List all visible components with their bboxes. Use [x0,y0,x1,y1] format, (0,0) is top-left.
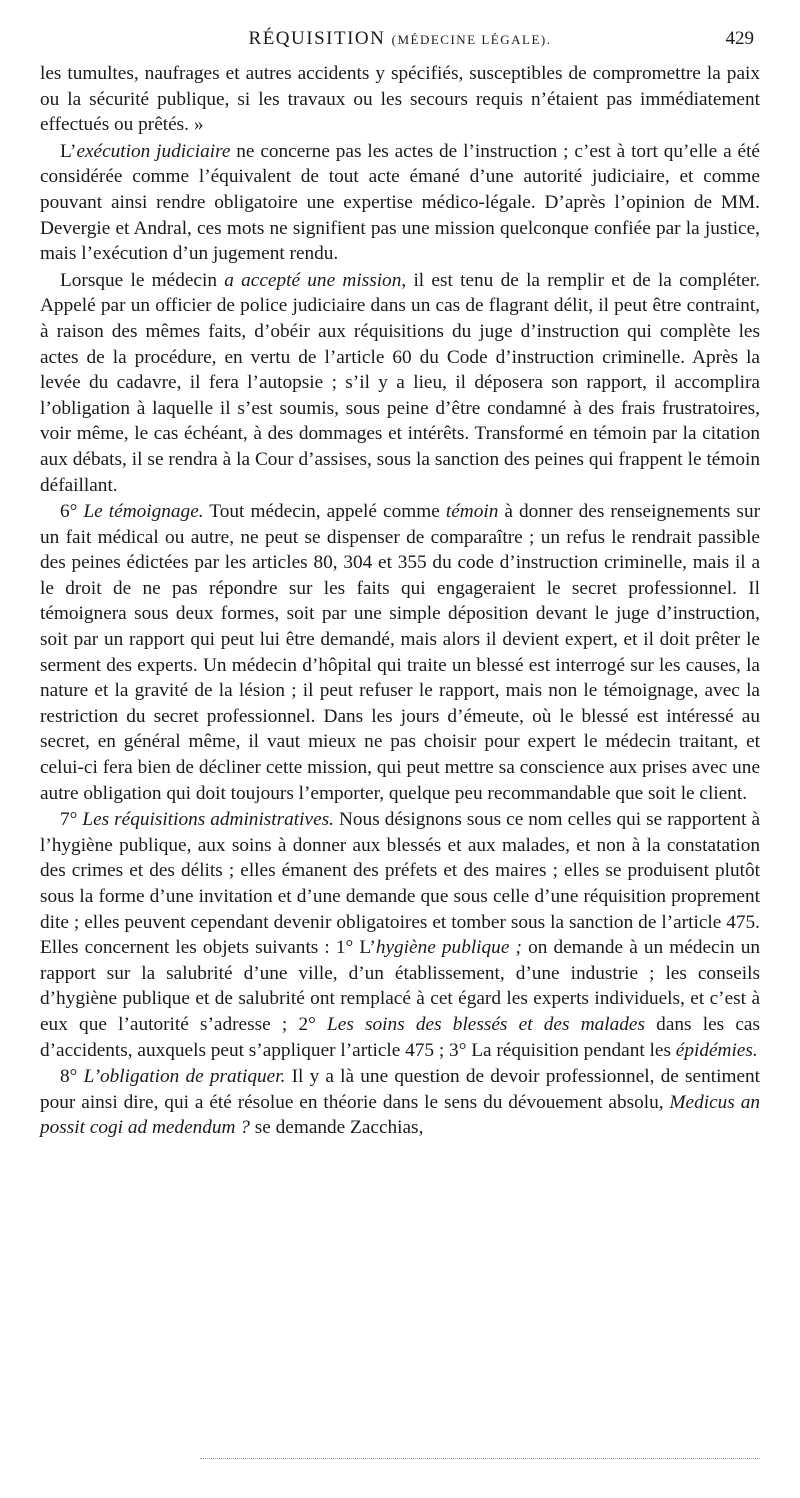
text-segment: dans les cas d’accidents, auxquels peut s’appliquer l’article 475 ; 3° La réquisition pendant les [40,1013,760,1061]
italic-text: Medicus an possit cogi ad medendum ? [40,1091,760,1139]
text-segment: 6° [60,501,84,523]
italic-text: épidémies. [675,1039,758,1061]
paragraph [40,1064,760,1141]
running-title-main: RÉQUISITION [248,28,386,49]
text-segment: L’ [60,140,77,162]
text-segment: ne concerne pas les actes de l’instruction ; c’est à tort qu’elle a été considérée comme l’équivalent de tout acte émané d’une autorité judiciaire, et comme pouvant ainsi rendre obligatoire une expertise médico-légale. D’après l’opinion de MM. Devergie et Andral, ces mots ne signifient pas une mission quelconque confiée par la justice, mais l’exécution d’un jugement rendu. [40,140,760,265]
text-segment: se demande Zacchias, [249,1117,424,1139]
text-segment: Il y a là une question de devoir professionnel, de sentiment pour ainsi dire, qui a été résolue en théorie dans le sens du dévouement absolu, [40,1066,760,1113]
body-text [40,61,760,1141]
italic-text: a accepté une mission [224,269,402,291]
footer-print-artifact [200,1458,760,1469]
text-segment: à donner des renseignements sur un fait médical ou autre, ne peut se dispenser de comparaître ; un refus le rendrait passible des peines édictées par les articles 80, 304 et 355 du code d’instruction criminelle, mais il a le droit de ne pas répondre sur les faits qui engageraient le secret professionnel. Il témoignera sous deux formes, soit par une simple déposition devant le juge d’instruction, soit par un rapport qui peut lui être demandé, mais alors il devient expert, et il doit prêter le serment des experts. Un médecin d’hôpital qui traite un blessé est interrogé sur les causes, la nature et la gravité de la lésion ; il peut refuser le rapport, mais non le témoignage, avec la restriction du secret professionnel. Dans les jours d’émeute, où le blessé est intéressé au secret, en général même, il vaut mieux ne pas choisir pour expert le médecin traitant, et celui-ci fera bien de décliner cette mission, qui peut mettre sa conscience aux prises avec une autre obligation qui doit toujours l’emporter, quelque peu recommandable que soit le client. [40,501,761,804]
text-segment: Lorsque le médecin [60,269,225,291]
text-segment: 7° [60,809,83,831]
text-segment: Tout médecin, appelé comme [203,501,446,523]
italic-text: Le témoignage. [83,501,204,523]
text-segment: on demande à un médecin un rapport sur la salubrité d’une ville, d’un établissement, d’une industrie ; les conseils d’hygiène publique et de salubrité ont remplacé à cet égard les experts individuels, et c’est à eux que l’autorité s’adresse ; 2° [40,937,760,1035]
text-segment: Nous désignons sous ce nom celles qui se rapportent à l’hygiène publique, aux soins à donner aux blessés et aux malades, et non à la constatation des crimes et des délits ; elles émanent des préfets et des maires ; elles se produisent plutôt sous la forme d’une invitation et d’une demande que sous celle d’une réquisition proprement dite ; elles peuvent cependant devenir obligatoires et tomber sous la sanction de l’article 475. Elles concernent les objets suivants : 1° L’ [40,809,761,959]
paragraph [40,807,760,1063]
paragraph [40,499,760,806]
paragraph [40,61,760,138]
italic-text: Les soins des blessés et des malades [327,1013,645,1035]
page-header [40,28,760,58]
running-title [40,28,760,50]
page-number: 429 [725,28,754,49]
italic-text: hygiène publique ; [375,937,522,959]
text-segment: 8° [60,1066,84,1088]
running-title-subtitle: (MÉDECINE LÉGALE). [391,32,552,47]
text-segment: , il est tenu de la remplir et de la compléter. Appelé par un officier de police judiciaire dans un cas de flagrant délit, il peut être contraint, à raison des mêmes faits, d’obéir aux réquisitions du juge d’instruction qui complète les actes de la procédure, en vertu de l’article 60 du Code d’instruction criminelle. Après la levée du cadavre, il fera l’autopsie ; s’il y a lieu, il déposera son rapport, il accomplira l’obligation à laquelle il s’est soumis, sous peine d’être condamné à des frais frustratoires, voir même, le cas échéant, à des dommages et intérêts. Transformé en témoin par la citation aux débats, il se rendra à la Cour d’assises, sous la sanction des peines qui frappent le témoin défaillant. [40,269,760,496]
italic-text: L’obligation de pratiquer. [83,1066,286,1088]
italic-text: témoin [445,501,499,523]
paragraph [40,268,760,498]
italic-text: Les réquisitions administratives. [82,809,334,831]
paragraph [40,139,760,267]
italic-text: exécution judiciaire [76,140,231,162]
text-segment: les tumultes, naufrages et autres accidents y spécifiés, susceptibles de compromettre la paix ou la sécurité publique, si les travaux ou les secours requis n’étaient pas immédiatement effectués ou prêtés. » [40,63,760,136]
